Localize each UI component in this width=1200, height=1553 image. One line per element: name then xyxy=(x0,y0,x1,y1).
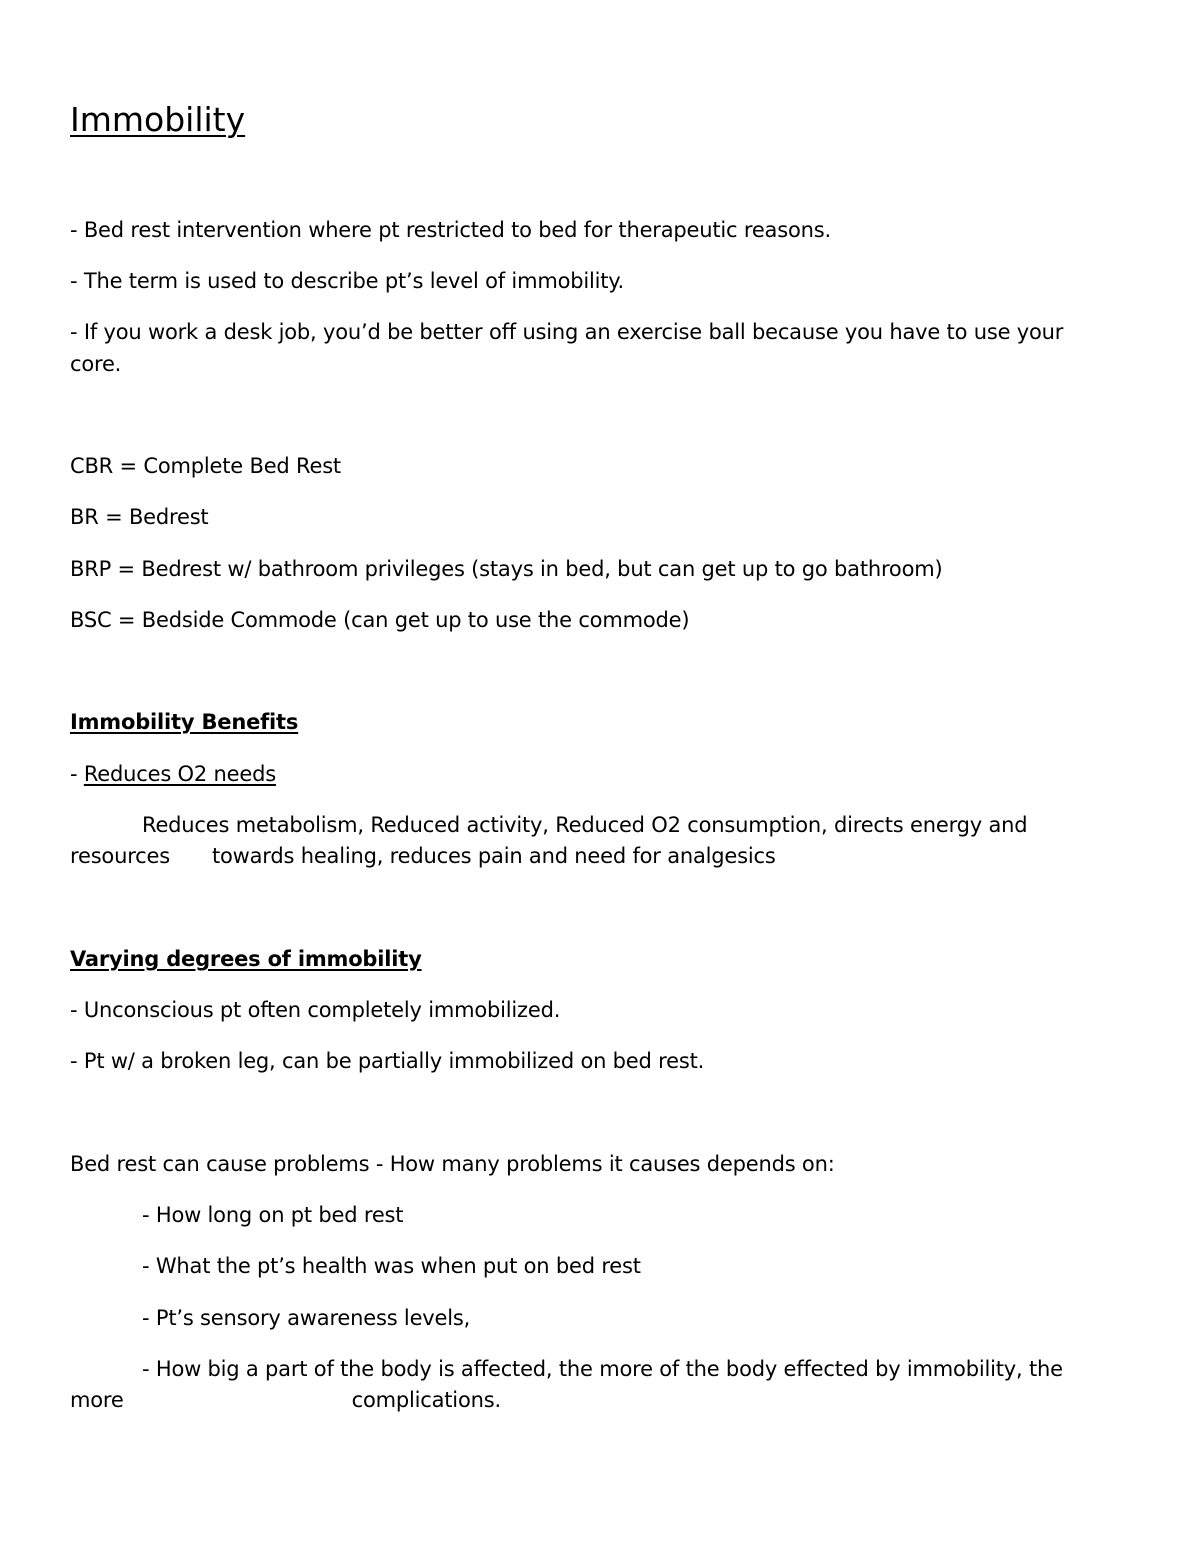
degrees-item-2: - Pt w/ a broken leg, can be partially immobilized on bed rest. xyxy=(70,1049,705,1073)
benefits-detail-resources: resources xyxy=(70,844,170,868)
degrees-heading: Varying degrees of immobility xyxy=(70,947,422,971)
page-title: Immobility xyxy=(70,100,246,139)
abbrev-bsc: BSC = Bedside Commode (can get up to use the commode) xyxy=(70,608,690,632)
degrees-item-1: - Unconscious pt often completely immobilized. xyxy=(70,998,561,1022)
problems-item-2: - What the pt’s health was when put on bed rest xyxy=(142,1254,641,1278)
benefits-detail-line2 xyxy=(70,840,776,872)
intro-item-2: - The term is used to describe pt’s level of immobility. xyxy=(70,269,625,293)
bullet-prefix: - xyxy=(70,762,84,786)
problems-intro: Bed rest can cause problems - How many problems it causes depends on: xyxy=(70,1152,835,1176)
benefits-detail-rest: towards healing, reduces pain and need for analgesics xyxy=(211,844,776,868)
problems-item-1: - How long on pt bed rest xyxy=(142,1203,404,1227)
benefits-heading: Immobility Benefits xyxy=(70,710,299,734)
benefits-bullet xyxy=(70,758,276,790)
problems-more: more xyxy=(70,1388,124,1412)
abbrev-cbr: CBR = Complete Bed Rest xyxy=(70,454,341,478)
intro-item-1: - Bed rest intervention where pt restricted to bed for therapeutic reasons. xyxy=(70,218,831,242)
problems-complications: complications. xyxy=(351,1388,501,1412)
problems-item-3: - Pt’s sensory awareness levels, xyxy=(142,1306,471,1330)
benefits-detail-line1: Reduces metabolism, Reduced activity, Reduced O2 consumption, directs energy and xyxy=(142,813,1028,837)
problems-item-4-line2 xyxy=(70,1384,501,1416)
intro-item-3: - If you work a desk job, you’d be better off using an exercise ball because you have to use your core. xyxy=(70,320,1064,376)
problems-item-4-line1: - How big a part of the body is affected, the more of the body effected by immobility, the xyxy=(142,1357,1063,1381)
benefits-bullet-text: Reduces O2 needs xyxy=(83,762,276,786)
abbrev-brp: BRP = Bedrest w/ bathroom privileges (stays in bed, but can get up to go bathroom) xyxy=(70,557,943,581)
abbrev-br: BR = Bedrest xyxy=(70,505,209,529)
